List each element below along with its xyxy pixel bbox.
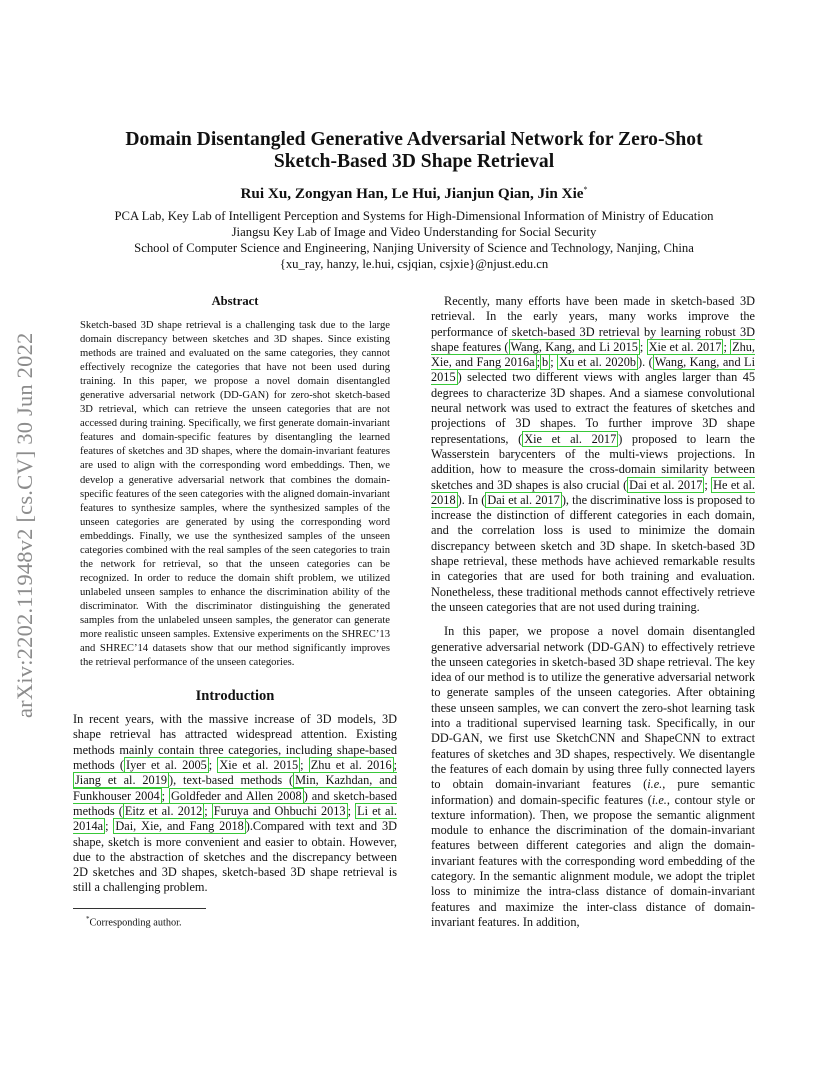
citation-link[interactable]: Eitz et al. 2012 — [124, 803, 203, 818]
affiliation-line: Jiangsu Key Lab of Image and Video Understanding for Social Security — [231, 225, 597, 239]
citation-link[interactable]: Iyer et al. 2005 — [125, 758, 207, 773]
text-run: ) selected two different views with angles larger than 45 degrees to characterize 3D shapes. And a siamese convolutional neural network was used to extract the features of sketches and projections of 3D shapes. To further improve 3D shape representations, ( — [431, 370, 755, 446]
text-run: ).Compared with text and 3D shape, sketch is more convenient and easier to obtain. However, due to the abstraction of sketches and the discrepancy between 2D sketches and 3D shapes, sketch-based 3D shape retrieval is still a challenging problem. — [73, 819, 397, 895]
corresponding-author-mark: * — [583, 185, 588, 194]
citation-link[interactable]: Dai, Xie, and Fang 2018 — [115, 819, 244, 834]
footnote — [73, 913, 397, 929]
introduction-heading: Introduction — [195, 688, 275, 705]
text-run: ; — [300, 758, 309, 773]
citation-link[interactable]: Min, Kazhdan, and Funkhouser 2004 — [73, 773, 397, 803]
left-column — [73, 294, 397, 929]
author-list — [100, 185, 728, 203]
citation-link[interactable]: Goldfeder and Allen 2008 — [171, 788, 302, 803]
intro-paragraph — [73, 712, 397, 896]
text-run: ; — [723, 339, 731, 354]
body-paragraph — [431, 624, 755, 930]
text-run: ; — [204, 803, 212, 818]
footnote-mark: * — [86, 914, 90, 923]
citation-link[interactable]: Li et al. 2014a — [73, 803, 397, 834]
citation-link[interactable]: Wang, Kang, and Li 2015 — [431, 355, 755, 385]
paper-title — [100, 129, 728, 173]
text-run: ; — [639, 339, 647, 354]
citation-link[interactable]: Xu et al. 2020b — [559, 355, 637, 370]
arxiv-identifier[interactable]: arXiv:2202.11948v2 [cs.CV] 30 Jun 2022 — [12, 332, 37, 718]
footnote-text: Corresponding author. — [89, 917, 182, 929]
citation-link[interactable]: Dai et al. 2017 — [629, 477, 703, 492]
citation-link[interactable]: b — [542, 355, 549, 370]
italic-text: i.e. — [651, 792, 667, 807]
citation-link[interactable]: Xie et al. 2015 — [219, 758, 299, 773]
text-run: ; — [208, 758, 218, 773]
citation-link[interactable]: Wang, Kang, and Li 2015 — [510, 339, 638, 354]
footnote-rule — [73, 908, 206, 909]
citation-link[interactable]: Xie et al. 2017 — [524, 431, 617, 446]
author-emails[interactable]: {xu_ray, hanzy, le.hui, csjqian, csjxie}@njust.edu.cn — [279, 257, 549, 271]
citation-link[interactable]: He et al. 2018 — [431, 477, 755, 507]
text-run: In this paper, we propose a novel domain disentangled generative adversarial network (DD-GAN) to effectively retrieve the unseen categories in sketch-based 3D shape retrieval. The key idea of our method is to utilize the generative adversarial network to generate samples of the unseen categories. After obtaining these unseen samples, we can convert the zero-shot learning task into a traditional supervised learning task. Specifically, in our DD-GAN, we first use SketchCNN and ShapeCNN to extract features of sketches and 3D shapes, respectively. We disentangle the features of each domain by using three fully connected layers to obtain domain-invariant features ( — [431, 624, 755, 792]
citation-link[interactable]: Dai et al. 2017 — [487, 492, 560, 507]
citation-link[interactable]: Xie et al. 2017 — [648, 339, 722, 354]
text-run: ; — [704, 477, 712, 492]
citation-link[interactable]: Zhu, Xie, and Fang 2016a — [431, 339, 755, 370]
right-column — [431, 294, 755, 930]
citation-link[interactable]: Furuya and Ohbuchi 2013 — [213, 803, 346, 818]
text-run: , pure semantic information) and domain-specific features ( — [431, 777, 756, 807]
text-run: ). In ( — [457, 492, 486, 507]
text-run: ), the discriminative loss is proposed to increase the distinction of different categories in each domain, and the correlation loss is used to minimize the domain discrepancy between sketch and 3D shape. In sketch-based 3D shape retrieval, these methods have achieved remarkable results in categories that are used for both training and evaluation. Nonetheless, these traditional methods cannot effectively retrieve the unseen categories that are not used during training. — [431, 492, 756, 614]
title-line: Sketch-Based 3D Shape Retrieval — [273, 151, 555, 172]
title-line: Domain Disentangled Generative Adversarial Network for Zero-Shot — [125, 129, 703, 150]
affiliation-line: PCA Lab, Key Lab of Intelligent Perception and Systems for High-Dimensional Information of Ministry of Education — [114, 209, 714, 223]
authors-text: Rui Xu, Zongyan Han, Le Hui, Jianjun Qian, Jin Xie — [240, 185, 584, 203]
text-run: , contour style or texture information). Then, we propose the semantic alignment module to enhance the discrimination of the domain-invariant features between different categories and align the domain-invariant features with the corresponding word embedding of the category. In the semantic alignment module, we adopt the triplet loss to minimize the intra-class distance of domain-invariant features and maximize the inter-class distance of domain-invariant features. In addition, — [431, 792, 755, 929]
abstract-text: Sketch-based 3D shape retrieval is a challenging task due to the large domain discrepancy between sketches and 3D shapes. Since existing methods are trained and evaluated on the same categories, they cannot effectively recognize the categories that have not been used during training. In this paper, we propose a novel domain disentangled generative adversarial network (DD-GAN) for zero-shot sketch-based 3D retrieval, which can retrieve the unseen categories that are not accessed during training. Specifically, we first generate domain-invariant features and domain-specific features by disentangling the learned features of sketches and 3D shapes, where the domain-invariant features are used to align with the corresponding word embeddings. Then, we develop a generative adversarial network that combines the domain-specific features of the seen categories with the aligned domain-invariant features to synthesize samples, where the synthesized samples of the unseen categories are generated by using the corresponding word embeddings. Finally, we use the synthesized samples of the unseen categories combined with the real samples of the seen categories to train the network for retrieval, so that the unseen categories can be recognized. In order to reduce the domain shift problem, we utilized unlabeled unseen samples to enhance the discrimination ability of the discriminator. With the discriminator distinguishing the generated samples from the unlabeled unseen samples, the generator can generate more realistic unseen samples. Extensive experiments on the SHREC’13 and SHREC’14 datasets show that our method significantly improves the retrieval performance of the unseen categories. — [80, 320, 390, 669]
italic-text: i.e. — [647, 777, 663, 792]
abstract-heading: Abstract — [211, 294, 259, 308]
text-run: ; — [347, 803, 356, 818]
citation-link[interactable]: Zhu et al. 2016 — [310, 758, 392, 773]
text-run: ; — [105, 819, 114, 834]
affiliations — [70, 208, 758, 272]
text-run: ). ( — [638, 355, 653, 370]
affiliation-line: School of Computer Science and Engineering, Nanjing University of Science and Technology, Nanjing, China — [134, 241, 694, 255]
text-run: ; — [393, 758, 398, 773]
citation-link[interactable]: Jiang et al. 2019 — [75, 773, 168, 788]
text-run: ) and sketch-based methods ( — [73, 788, 397, 818]
text-run: ; — [550, 355, 558, 370]
text-run: ; — [536, 355, 541, 370]
text-run: ) proposed to learn the Wasserstein barycenters of the multi-views projections. In addition, how to measure the cross-domain similarity between sketches and 3D shapes is also crucial ( — [431, 431, 755, 492]
text-run: ), text-based methods ( — [169, 773, 294, 788]
body-paragraph — [431, 294, 755, 615]
text-run: Recently, many efforts have been made in sketch-based 3D retrieval. In the early years, many works improve the performance of sketch-based 3D retrieval by learning robust 3D shape features ( — [431, 294, 755, 354]
text-run: ; — [161, 788, 169, 803]
text-run: In recent years, with the massive increase of 3D models, 3D shape retrieval has attracted widespread attention. Existing methods mainly contain three categories, including shape-based methods ( — [73, 712, 397, 773]
